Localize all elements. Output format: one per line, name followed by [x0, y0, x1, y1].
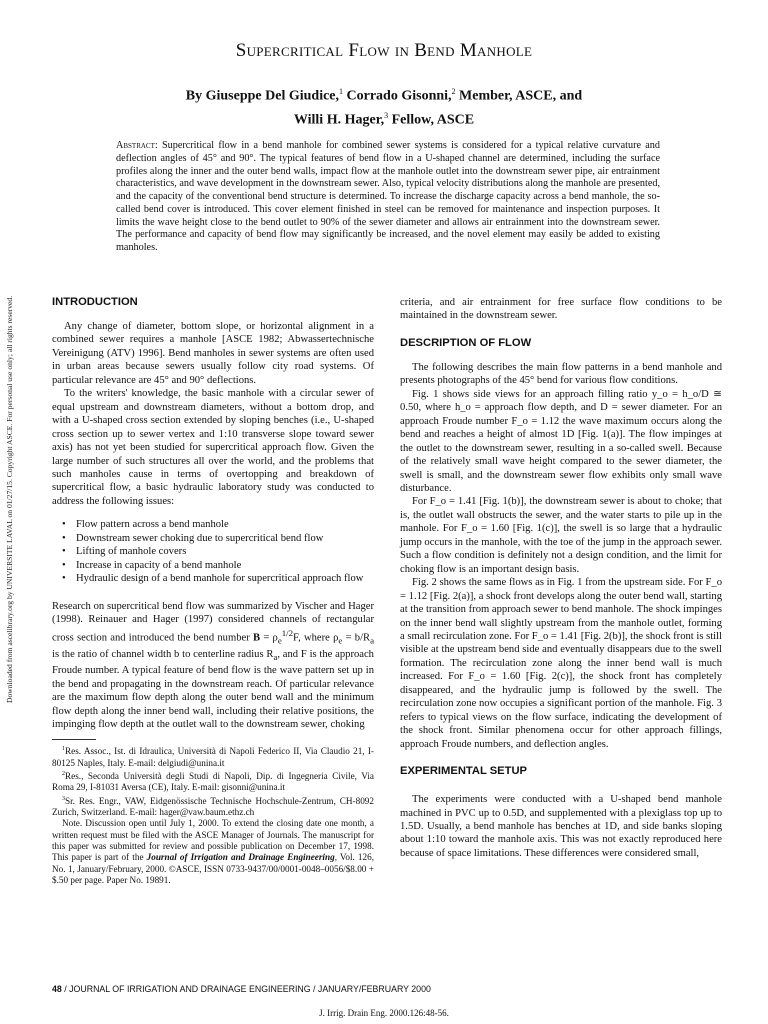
list-item: • Hydraulic design of a bend manhole for supercritical approach flow — [52, 572, 374, 585]
author-line-2 — [0, 106, 768, 130]
subscript: a — [273, 651, 278, 662]
author-3-role: Fellow, ASCE — [388, 112, 475, 128]
paragraph — [52, 600, 374, 732]
journal-name: Journal of Irrigation and Drainage Engineering — [146, 852, 335, 863]
author-1: By Giuseppe Del Giudice, — [185, 88, 340, 104]
subscript: e — [277, 635, 282, 646]
footnote-marker: 1 — [62, 746, 65, 753]
issue-list — [52, 518, 374, 585]
publication-note — [52, 818, 374, 886]
footnote-marker: 3 — [62, 795, 65, 802]
section-heading-description: DESCRIPTION OF FLOW — [400, 336, 532, 349]
citation: J. Irrig. Drain Eng. 2000.126:48-56. — [319, 1008, 449, 1018]
subscript: a — [370, 635, 375, 646]
bend-number-symbol: B — [253, 632, 261, 644]
paragraph: Any change of diameter, bottom slope, or horizontal alignment in a combined sewer requires a manhole [ASCE 1982; Abwassertechnische Vereinigung (ATV) 1996]. Bend manholes in sewer systems are often used in urban areas because sewers usually follow city road systems. Of particular relevance are 45° and 90° deflections. — [52, 321, 374, 386]
note-text: Note. Discussion open until July 1, 2000. To extend the closing date one month, a written request must be filed with the ASCE Manager of Journals. The manuscript for this paper was submitted for review and possible publication on December 17, 1998. This paper is part of the — [52, 818, 374, 863]
running-footer: / JOURNAL OF IRRIGATION AND DRAINAGE ENGINEERING / JANUARY/FEBRUARY 2000 — [61, 984, 431, 994]
superscript: 1/2 — [281, 627, 294, 638]
text-run: is the ratio of channel width b to centerline radius R — [52, 648, 274, 660]
author-2: Corrado Gisonni, — [343, 88, 452, 104]
abstract-label: Abstract: — [116, 140, 158, 151]
abstract — [116, 140, 660, 255]
text-run: = ρ — [260, 632, 278, 644]
page-number: 48 — [52, 984, 62, 994]
footnote — [52, 794, 374, 819]
download-notice: Downloaded from ascelibrary.org by UNIVERSITE LAVAL on 01/27/15. Copyright ASCE. For personal use only; all rights reserved. — [5, 295, 14, 703]
paper-title: Supercritical Flow in Bend Manhole — [235, 40, 533, 61]
paragraph: Fig. 1 shows side views for an approach filling ratio y_o = h_o/D ≅ 0.50, where h_o = approach flow depth, and D = sewer diameter. For an approach Froude number F_o = 1.12 the wave maximum occurs along the bend and reaches a height of almost 1D [Fig. 1(a)]. The flow impinges at the outlet to the downstream sewer, resulting in a so-called swell. Because of the relatively small wave height compared to the sewer diameter, the swell is small, and the downstream sewer flow exhibits only small wave disturbance. — [400, 388, 722, 494]
paragraph: For F_o = 1.41 [Fig. 1(b)], the downstream sewer is about to choke; that is, the outlet wall obstructs the sewer, and the water starts to pile up in the manhole. For F_o = 1.60 [Fig. 1(c)], the swell is so large that a hydraulic jump occurs in the manhole, with the toe of the jump in the approach sewer. Such a flow condition is definitely not a design condition, and the limit for choking flow is an important design basis. — [400, 496, 722, 575]
text-run: Research on supercritical bend flow was summarized by Vischer and Hager (1998). Reinauer and Hager (1997) considered channels of rectangular cross section and introduced the bend number — [52, 600, 374, 644]
list-item: • Lifting of manhole covers — [52, 545, 374, 558]
section-heading-setup: EXPERIMENTAL SETUP — [400, 765, 528, 778]
page-footer — [52, 984, 712, 994]
author-2-marker: 2 — [451, 87, 456, 96]
list-item: • Downstream sewer choking due to supercritical bend flow — [52, 532, 374, 545]
text-run: , and F is the approach Froude number. A typical feature of bend flow is the wave pattern set up in the bend and propagating in the downstream reach. Of particular relevance are the maximum flow depth along the outer bend wall and the minimum flow depth along the inner bend wall, including their relative positions, the impinging flow depth at the outlet wall to the downstream sewer, choking — [52, 648, 374, 730]
subscript: e — [338, 635, 343, 646]
paragraph: criteria, and air entrainment for free surface flow conditions to be maintained in the downstream sewer. — [400, 297, 722, 322]
paragraph: Fig. 2 shows the same flows as in Fig. 1 from the upstream side. For F_o = 1.12 [Fig. 2(a)], a shock front develops along the outer bend wall, starting at the transition from approach sewer to bend manhole. The shock impinges on the inner bend wall slightly upstream from the manhole outlet, forming a small recirculation zone. For F_o = 1.41 [Fig. 2(b)], the shock front is still visible at the upstream bend side and eventually disappears due to the swell formation. The recirculation zone along the inner bend wall is much increased. For F_o = 1.60 [Fig. 2(c)], the shock front has completely disappeared, and the hydraulic jump is followed by the swell. The recirculation zone now occupies a significant portion of the manhole. Fig. 3 refers to typical views on the flow surface, indicating the development of the shock front. Similar phenomena occur for other approach fillings, approach Froude numbers, and deflection angles. — [400, 577, 722, 750]
paragraph: The experiments were conducted with a U-shaped bend manhole machined in PVC up to 0.5D, and supplemented with a plexiglass top up to 1.5D. Usually, a bend manhole has benches at 1D, and side banks sloping about 1:10 toward the manhole axis. This was not exactly reproduced here because of space limitations. These differences were considered small, — [400, 794, 722, 859]
section-heading-introduction: INTRODUCTION — [52, 296, 138, 308]
left-column — [52, 296, 374, 886]
author-3: Willi H. Hager, — [293, 112, 385, 128]
paragraph: The following describes the main flow patterns in a bend manhole and presents photographs of the 45° bend for various flow conditions. — [400, 361, 722, 387]
author-1-marker: 1 — [339, 87, 344, 96]
author-2-role: Member, ASCE, and — [455, 88, 583, 104]
list-item: • Increase in capacity of a bend manhole — [52, 559, 374, 572]
footnote-marker: 2 — [62, 771, 65, 778]
footnote-text: Res. Assoc., Ist. di Idraulica, Università di Napoli Federico II, Via Claudio 21, I-80125 Naples, Italy. E-mail: delgiudi@unina.it — [52, 746, 374, 768]
text-run: F, where ρ — [293, 632, 339, 644]
footnote-divider — [52, 739, 96, 740]
text-run: = b/R — [342, 632, 371, 644]
author-3-marker: 3 — [384, 110, 389, 120]
abstract-text: Supercritical flow in a bend manhole for combined sewer systems is considered for a typical relative curvature and deflection angles of 45° and 90°. The typical features of bend flow in a U-shaped channel are determined, including the surface profiles along the inner and the outer bend walls, impact flow at the manhole outlet into the downstream sewer pipe, air entrainment characteristics, and wave development in the downstream sewer. Also, typical velocity distributions along the manhole are presented, and the capacity of the conventional bend structure is determined. To increase the discharge capacity across a bend manhole, the so-called bend cover is introduced. This cover element finished in steel can be removed for maintenance and inspection purposes. It limits the wave height close to the bend outlet to 90% of the sewer diameter and allows air entrainment into the downstream sewer. The performance and capacity of bend flow may significantly be increased, and the novel element may easily be added to existing manholes. — [116, 140, 660, 253]
footnote-text: Res., Seconda Università degli Studi di Napoli, Dip. di Ingegneria Civile, Via Roma 29, I-81031 Aversa (CE), Italy. E-mail: gisonni@unina.it — [52, 771, 374, 793]
paragraph: To the writers' knowledge, the basic manhole with a circular sewer of equal upstream and downstream diameters, without a bottom drop, and with a U-shaped cross section extended by sloping benches (i.e., U-shaped cross section up to sewer vertex and 1:10 transverse slope toward sewer axis) has not yet been studied for supercritical approach flow. Given the large number of such structures all over the world, and the problems that such manholes cause in terms of overtopping and breakdown of supercritical flow, a basic hydraulic laboratory study was conducted to address the following issues: — [52, 388, 374, 507]
author-line-1 — [0, 82, 768, 106]
footnote — [52, 744, 374, 769]
list-item: • Flow pattern across a bend manhole — [52, 518, 374, 531]
note-text: , Vol. 126, No. 1, January/February, 2000. ©ASCE, ISSN 0733-9437/00/0001-0048–0056/$8.00 + $.50 per page. Paper No. 19891. — [52, 852, 374, 885]
author-list — [0, 82, 768, 129]
right-column — [400, 296, 722, 860]
footnote-text: Sr. Res. Engr., VAW, Eidgenössische Technische Hochschule-Zentrum, CH-8092 Zurich, Switzerland. E-mail: hager@vaw.baum.ethz.ch — [52, 795, 374, 818]
footnote — [52, 769, 374, 794]
